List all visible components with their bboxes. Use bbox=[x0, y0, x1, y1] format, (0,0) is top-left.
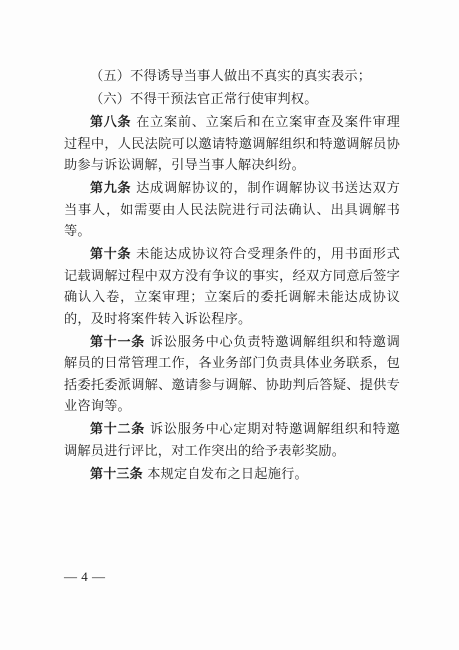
clause-5 bbox=[64, 66, 400, 88]
document-body bbox=[64, 66, 400, 485]
article-9-heading: 第九条 bbox=[90, 181, 132, 196]
article-8-text: 在立案前、立案后和在立案审查及案件审理过程中，人民法院可以邀请特邀调解组织和特邀调解员协助参与诉讼调解，引导当事人解决纠纷。 bbox=[64, 115, 400, 173]
article-13 bbox=[64, 464, 400, 486]
clause-6 bbox=[64, 89, 400, 111]
article-10-heading: 第十条 bbox=[90, 247, 132, 262]
article-9 bbox=[64, 178, 400, 243]
clause-6-text: （六）不得干预法官正常行使审判权。 bbox=[90, 92, 318, 107]
article-12-text: 诉讼服务中心定期对特邀调解组织和特邀调解员进行评比，对工作突出的给予表彰奖励。 bbox=[64, 422, 400, 459]
article-10 bbox=[64, 244, 400, 330]
article-12 bbox=[64, 419, 400, 462]
article-11-text: 诉讼服务中心负责特邀调解组织和特邀调解员的日常管理工作，各业务部门负责具体业务联系，包括委托委派调解、邀请参与调解、协助判后答疑、提供专业咨询等。 bbox=[64, 334, 400, 414]
article-11 bbox=[64, 332, 400, 418]
article-10-text: 未能达成协议符合受理条件的，用书面形式记载调解过程中双方没有争议的事实，经双方同意后签字确认入卷，立案审理；立案后的委托调解未能达成协议的，及时将案件转入诉讼程序。 bbox=[64, 247, 400, 327]
article-11-heading: 第十一条 bbox=[90, 334, 145, 350]
clause-5-text: （五）不得诱导当事人做出不真实的真实表示； bbox=[90, 69, 372, 84]
article-12-heading: 第十二条 bbox=[90, 422, 145, 437]
article-8-heading: 第八条 bbox=[90, 115, 132, 130]
page-number: — 4 — bbox=[64, 569, 106, 584]
article-8 bbox=[64, 112, 400, 177]
article-13-text: 本规定自发布之日起施行。 bbox=[142, 466, 308, 482]
article-9-text: 达成调解协议的，制作调解协议书送达双方当事人，如需要由人民法院进行司法确认、出具调解书等。 bbox=[64, 181, 400, 239]
article-13-heading: 第十三条 bbox=[90, 466, 143, 482]
